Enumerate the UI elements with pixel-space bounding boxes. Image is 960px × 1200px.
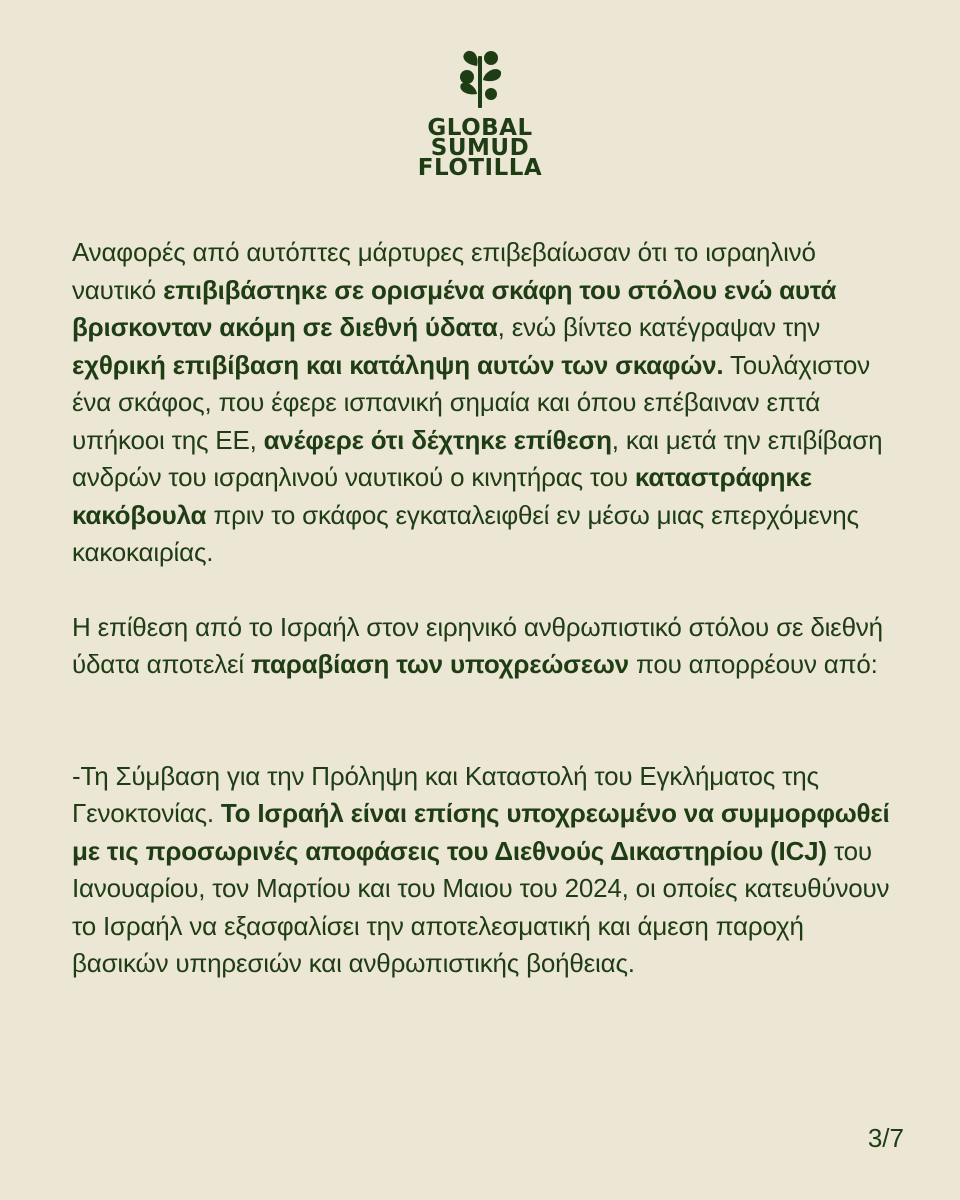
text-run-bold: καταστράφηκε κακόβουλα [72,462,812,530]
logo-line: SUMUD [430,135,530,161]
text-run-bold: παραβίαση των υποχρεώσεων [251,649,629,679]
sprout-icon [458,50,502,108]
text-run: που απορρέουν από: [628,649,878,679]
logo [0,50,960,181]
text-run: , και μετά την επιβίβαση ανδρών του ισραηλινού ναυτικού ο κινητήρας του [72,424,883,492]
paragraph-3 [72,758,902,983]
text-run: πριν το σκάφος εγκαταλειφθεί εν μέσω μιας επερχόμενης κακοκαιρίας. [72,499,859,567]
text-run: Η επίθεση από το Ισραήλ στον ειρηνικό ανθρωπιστικό στόλου σε διεθνή ύδατα αποτελεί [72,611,883,679]
paragraph-2 [72,609,902,684]
logo-line: FLOTILLA [417,155,543,181]
paragraph-1 [72,234,902,572]
body-text [72,234,902,983]
text-run: , ενώ βίντεο κατέγραψαν την [497,312,821,342]
text-run-bold: εχθρική επιβίβαση και κατάληψη αυτών των σκαφών. [72,349,724,380]
text-run-bold: ανέφερε ότι δέχτηκε επίθεση [263,424,612,455]
text-run-bold: επιβιβάστηκε σε ορισμένα σκάφη του στόλου ενώ αυτά βρισκονταν ακόμη σε διεθνή ύδατα [72,274,837,342]
logo-wordmark [417,115,543,181]
text-run: Αναφορές από αυτόπτες μάρτυρες επιβεβαίωσαν ότι το ισραηλινό ναυτικό [72,237,816,305]
logo-line: GLOBAL [427,115,533,141]
text-run: -Τη Σύμβαση για την Πρόληψη και Καταστολή του Εγκλήματος της Γενοκτονίας. [72,760,819,828]
text-run: του Ιανουαρίου, τον Μαρτίου και του Μαιου του 2024, οι οποίες κατευθύνουν το Ισραήλ να εξασφαλίσει την αποτελεσματική και άμεση παροχή βασικών υπηρεσιών και ανθρωπιστικής βοήθειας. [72,835,890,978]
text-run-bold: Το Ισραήλ είναι επίσης υποχρεωμένο να συμμορφωθεί με τις προσωρινές αποφάσεις του Διεθνούς Δικαστηρίου (ICJ) [72,798,890,866]
text-run: Τουλάχιστον ένα σκάφος, που έφερε ισπανική σημαία και όπου επέβαιναν επτά υπήκοοι της ΕΕ, [72,349,870,455]
page-indicator: 3/7 [867,1123,904,1153]
